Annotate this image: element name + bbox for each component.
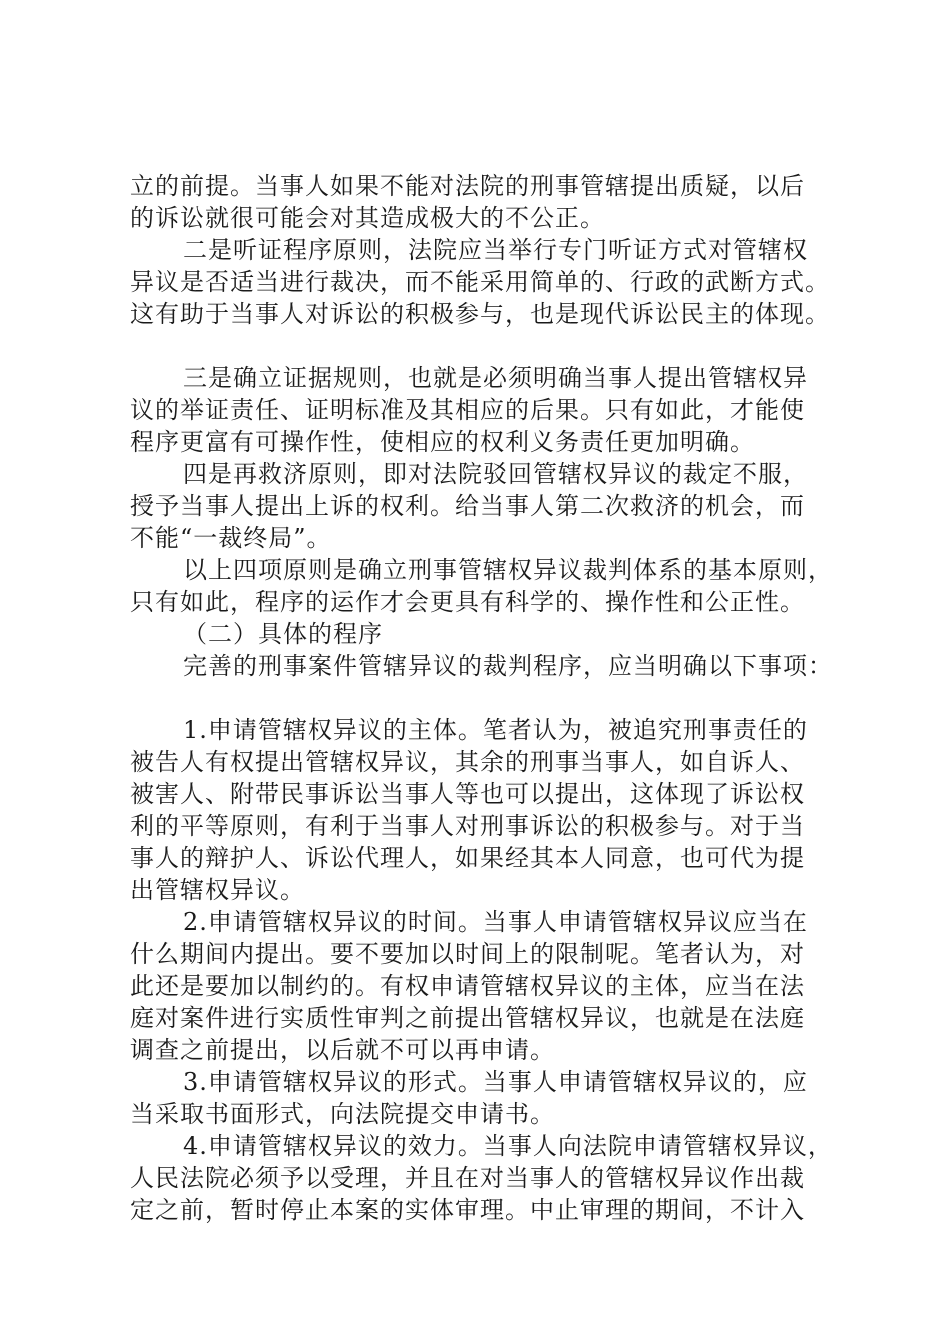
text-line: 四是再救济原则，即对法院驳回管辖权异议的裁定不服， [183,460,808,488]
text-line: 4.申请管辖权异议的效力。当事人向法院申请管辖权异议， [183,1132,833,1160]
text-line: 调查之前提出，以后就不可以再申请。 [130,1036,555,1064]
text-line: 当采取书面形式，向法院提交申请书。 [130,1100,555,1128]
blank-line [130,682,830,714]
text-line: 这有助于当事人对诉讼的积极参与，也是现代诉讼民主的体现。 [130,300,830,328]
blank-line [130,330,830,362]
text-line: 被害人、附带民事诉讼当事人等也可以提出，这体现了诉讼权 [130,780,805,808]
text-line: 只有如此，程序的运作才会更具有科学的、操作性和公正性。 [130,588,805,616]
text-line: 此还是要加以制约的。有权申请管辖权异议的主体，应当在法 [130,972,805,1000]
text-line: 授予当事人提出上诉的权利。给当事人第二次救济的机会，而 [130,492,805,520]
text-line: 出管辖权异议。 [130,876,305,904]
text-line: 什么期间内提出。要不要加以时间上的限制呢。笔者认为，对 [130,940,805,968]
text-line: 异议是否适当进行裁决，而不能采用简单的、行政的武断方式。 [130,268,830,296]
text-line: 完善的刑事案件管辖异议的裁判程序，应当明确以下事项： [183,652,833,680]
section-heading: （二）具体的程序 [183,620,383,648]
text-line: 议的举证责任、证明标准及其相应的后果。只有如此，才能使 [130,396,805,424]
text-line: 被告人有权提出管辖权异议，其余的刑事当事人，如自诉人、 [130,748,805,776]
document-body [130,170,833,1226]
text-line: 二是听证程序原则，法院应当举行专门听证方式对管辖权 [183,236,808,264]
text-line: 事人的辩护人、诉讼代理人，如果经其本人同意，也可代为提 [130,844,805,872]
text-line: 程序更富有可操作性，使相应的权利义务责任更加明确。 [130,428,755,456]
text-line: 庭对案件进行实质性审判之前提出管辖权异议，也就是在法庭 [130,1004,805,1032]
text-line: 3.申请管辖权异议的形式。当事人申请管辖权异议的，应 [183,1068,808,1096]
text-line: 利的平等原则，有利于当事人对刑事诉讼的积极参与。对于当 [130,812,805,840]
text-line: 定之前，暂时停止本案的实体审理。中止审理的期间，不计入 [130,1196,805,1224]
text-line: 不能“一裁终局”。 [130,524,332,552]
text-line: 的诉讼就很可能会对其造成极大的不公正。 [130,204,605,232]
text-line: 1.申请管辖权异议的主体。笔者认为，被追究刑事责任的 [183,716,808,744]
text-line: 2.申请管辖权异议的时间。当事人申请管辖权异议应当在 [183,908,808,936]
text-line: 三是确立证据规则，也就是必须明确当事人提出管辖权异 [183,364,808,392]
text-line: 人民法院必须予以受理，并且在对当事人的管辖权异议作出裁 [130,1164,805,1192]
text-line: 以上四项原则是确立刑事管辖权异议裁判体系的基本原则， [183,556,833,584]
text-line: 立的前提。当事人如果不能对法院的刑事管辖提出质疑，以后 [130,172,805,200]
